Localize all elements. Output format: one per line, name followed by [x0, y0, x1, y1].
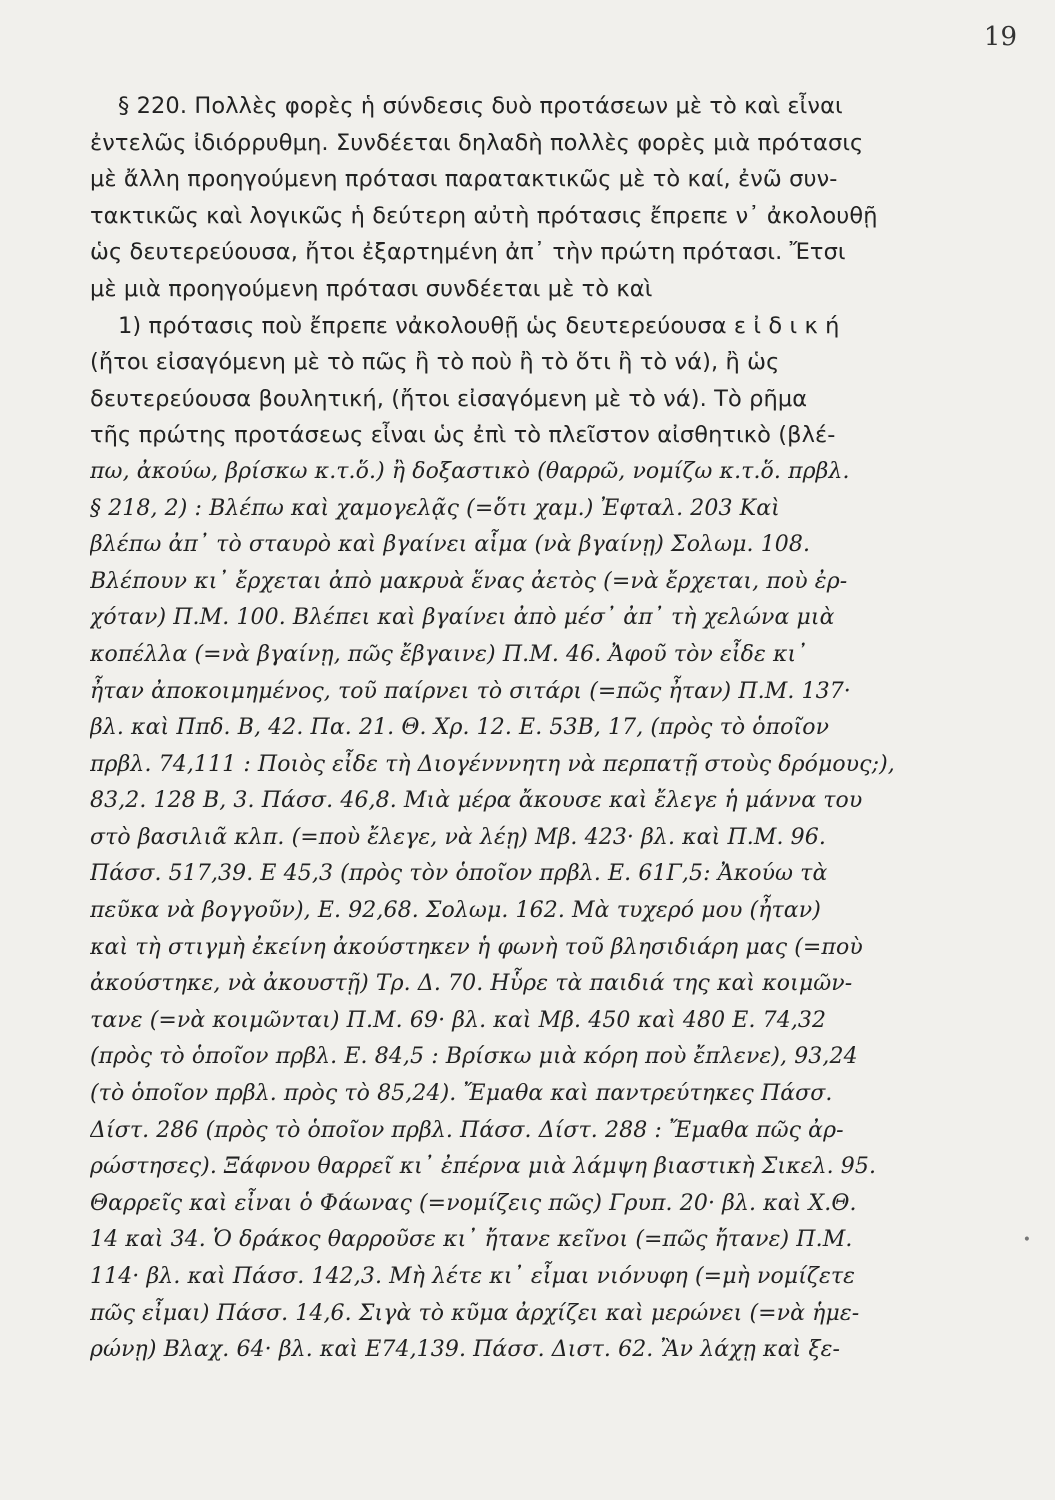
body-text — [90, 88, 932, 1369]
dust-speck: • — [1022, 1232, 1031, 1248]
text-line: μὲ μιὰ προηγούμενη πρότασι συνδέεται μὲ τὸ καὶ — [90, 275, 653, 302]
text-line: ὡς δευτερεύουσα, ἤτοι ἐξαρτημένη ἀπ᾽ τὴν πρώτη πρότασι. Ἔτσι — [90, 239, 846, 266]
text-line: πρβλ. 74,111 : Ποιὸς εἶδε τὴ Διογένννητη νὰ περπατῇ στοὺς δρόμους;), — [90, 751, 895, 777]
text-line: ρώνῃ) Βλαχ. 64· βλ. καὶ Ε74,139. Πάσσ. Διστ. 62. Ἂν λάχῃ καὶ ξε- — [90, 1337, 841, 1363]
text-line: ρώστησες). Ξάφνου θαρρεῖ κι᾽ ἐπέρνα μιὰ λάμψη βιαστικὴ Σικελ. 95. — [90, 1154, 877, 1180]
text-line: δευτερεύουσα βουλητική, (ἤτοι εἰσαγόμενη μὲ τὸ νά). Τὸ ρῆμα — [90, 385, 808, 412]
text-line: βλ. καὶ Ππδ. Β, 42. Πα. 21. Θ. Χρ. 12. Ε. 53Β, 17, (πρὸς τὸ ὁποῖον — [90, 715, 830, 741]
text-line: ἐντελῶς ἰδιόρρυθμη. Συνδέεται δηλαδὴ πολλὲς φορὲς μιὰ πρότασις — [90, 129, 864, 156]
text-line: μὲ ἄλλη προηγούμενη πρότασι παρατακτικῶς μὲ τὸ καί, ἐνῶ συν- — [90, 166, 838, 193]
text-line: καὶ τὴ στιγμὴ ἐκείνη ἀκούστηκεν ἡ φωνὴ τοῦ βλησιδιάρη μας (=ποὺ — [90, 934, 863, 960]
text-line: πεῦκα νὰ βογγοῦν), Ε. 92,68. Σολωμ. 162. Μὰ τυχερό μου (ἦταν) — [90, 898, 821, 924]
text-line: Βλέπουν κι᾽ ἔρχεται ἀπὸ μακρυὰ ἕνας ἀετὸς (=νὰ ἔρχεται, ποὺ ἐρ- — [90, 568, 848, 594]
page-number: 19 — [983, 22, 1017, 52]
text-line: (ἤτοι εἰσαγόμενη μὲ τὸ πῶς ἢ τὸ ποὺ ἢ τὸ ὅτι ἢ τὸ νά), ἢ ὡς — [90, 349, 780, 376]
text-line: Πάσσ. 517,39. Ε 45,3 (πρὸς τὸν ὁποῖον πρβλ. Ε. 61Γ,5: Ἀκούω τὰ — [90, 861, 828, 887]
text-line: χόταν) Π.Μ. 100. Βλέπει καὶ βγαίνει ἀπὸ μέσ᾽ ἀπ᾽ τὴ χελώνα μιὰ — [90, 605, 835, 631]
text-line: τῆς πρώτης προτάσεως εἶναι ὡς ἐπὶ τὸ πλεῖστον αἰσθητικὸ (βλέ- — [90, 422, 836, 449]
text-line: τανε (=νὰ κοιμῶνται) Π.Μ. 69· βλ. καὶ Μβ. 450 καὶ 480 Ε. 74,32 — [90, 1007, 827, 1033]
text-line: βλέπω ἀπ᾽ τὸ σταυρὸ καὶ βγαίνει αἷμα (νὰ βγαίνῃ) Σολωμ. 108. — [90, 532, 811, 558]
text-line: κοπέλλα (=νὰ βγαίνῃ, πῶς ἔβγαινε) Π.Μ. 46. Ἀφοῦ τὸν εἶδε κι᾽ — [90, 641, 808, 667]
text-line: 14 καὶ 34. Ὁ δράκος θαρροῦσε κι᾽ ἤτανε κεῖνοι (=πῶς ἤτανε) Π.Μ. — [90, 1227, 853, 1253]
text-line: § 220. Πολλὲς φορὲς ἡ σύνδεσις δυὸ προτάσεων μὲ τὸ καὶ εἶναι — [118, 93, 843, 119]
text-line: Δίστ. 286 (πρὸς τὸ ὁποῖον πρβλ. Πάσσ. Δίστ. 288 : Ἔμαθα πῶς ἀρ- — [90, 1117, 844, 1143]
text-line: ἦταν ἀποκοιμημένος, τοῦ παίρνει τὸ σιτάρι (=πῶς ἦταν) Π.Μ. 137· — [90, 678, 851, 704]
text-line: στὸ βασιλιᾶ κλπ. (=ποὺ ἔλεγε, νὰ λέῃ) Μβ. 423· βλ. καὶ Π.Μ. 96. — [90, 824, 826, 850]
text-line: (πρὸς τὸ ὁποῖον πρβλ. Ε. 84,5 : Βρίσκω μιὰ κόρη ποὺ ἔπλενε), 93,24 — [90, 1044, 858, 1070]
text-line: 1) πρότασις ποὺ ἔπρεπε νἀκολουθῇ ὡς δευτερεύουσα ε ἰ δ ι κ ή — [118, 312, 840, 339]
text-line: (τὸ ὁποῖον πρβλ. πρὸς τὸ 85,24). Ἔμαθα καὶ παντρεύτηκες Πάσσ. — [90, 1081, 833, 1107]
text-line: πω, ἀκούω, βρίσκω κ.τ.ὅ.) ἢ δοξαστικὸ (θαρρῶ, νομίζω κ.τ.ὅ. πρβλ. — [90, 458, 850, 484]
text-line: 83,2. 128 Β, 3. Πάσσ. 46,8. Μιὰ μέρα ἄκουσε καὶ ἔλεγε ἡ μάννα του — [90, 788, 863, 814]
text-line: 114· βλ. καὶ Πάσσ. 142,3. Μὴ λέτε κι᾽ εἶμαι νιόνυφη (=μὴ νομίζετε — [90, 1264, 856, 1289]
text-line: § 218, 2) : Βλέπω καὶ χαμογελᾷς (=ὅτι χαμ.) Ἐφταλ. 203 Καὶ — [90, 495, 780, 521]
text-line: τακτικῶς καὶ λογικῶς ἡ δεύτερη αὐτὴ πρότασις ἔπρεπε ν᾽ ἀκολουθῇ — [90, 202, 878, 229]
text-line: Θαρρεῖς καὶ εἶναι ὁ Φάωνας (=νομίζεις πῶς) Γρυπ. 20· βλ. καὶ Χ.Θ. — [90, 1190, 857, 1216]
text-line: ἀκούστηκε, νὰ ἀκουστῇ) Τρ. Δ. 70. Ηὗρε τὰ παιδιά της καὶ κοιμῶν- — [90, 971, 853, 997]
text-line: πῶς εἶμαι) Πάσσ. 14,6. Σιγὰ τὸ κῦμα ἀρχίζει καὶ μερώνει (=νὰ ἡμε- — [90, 1300, 860, 1326]
